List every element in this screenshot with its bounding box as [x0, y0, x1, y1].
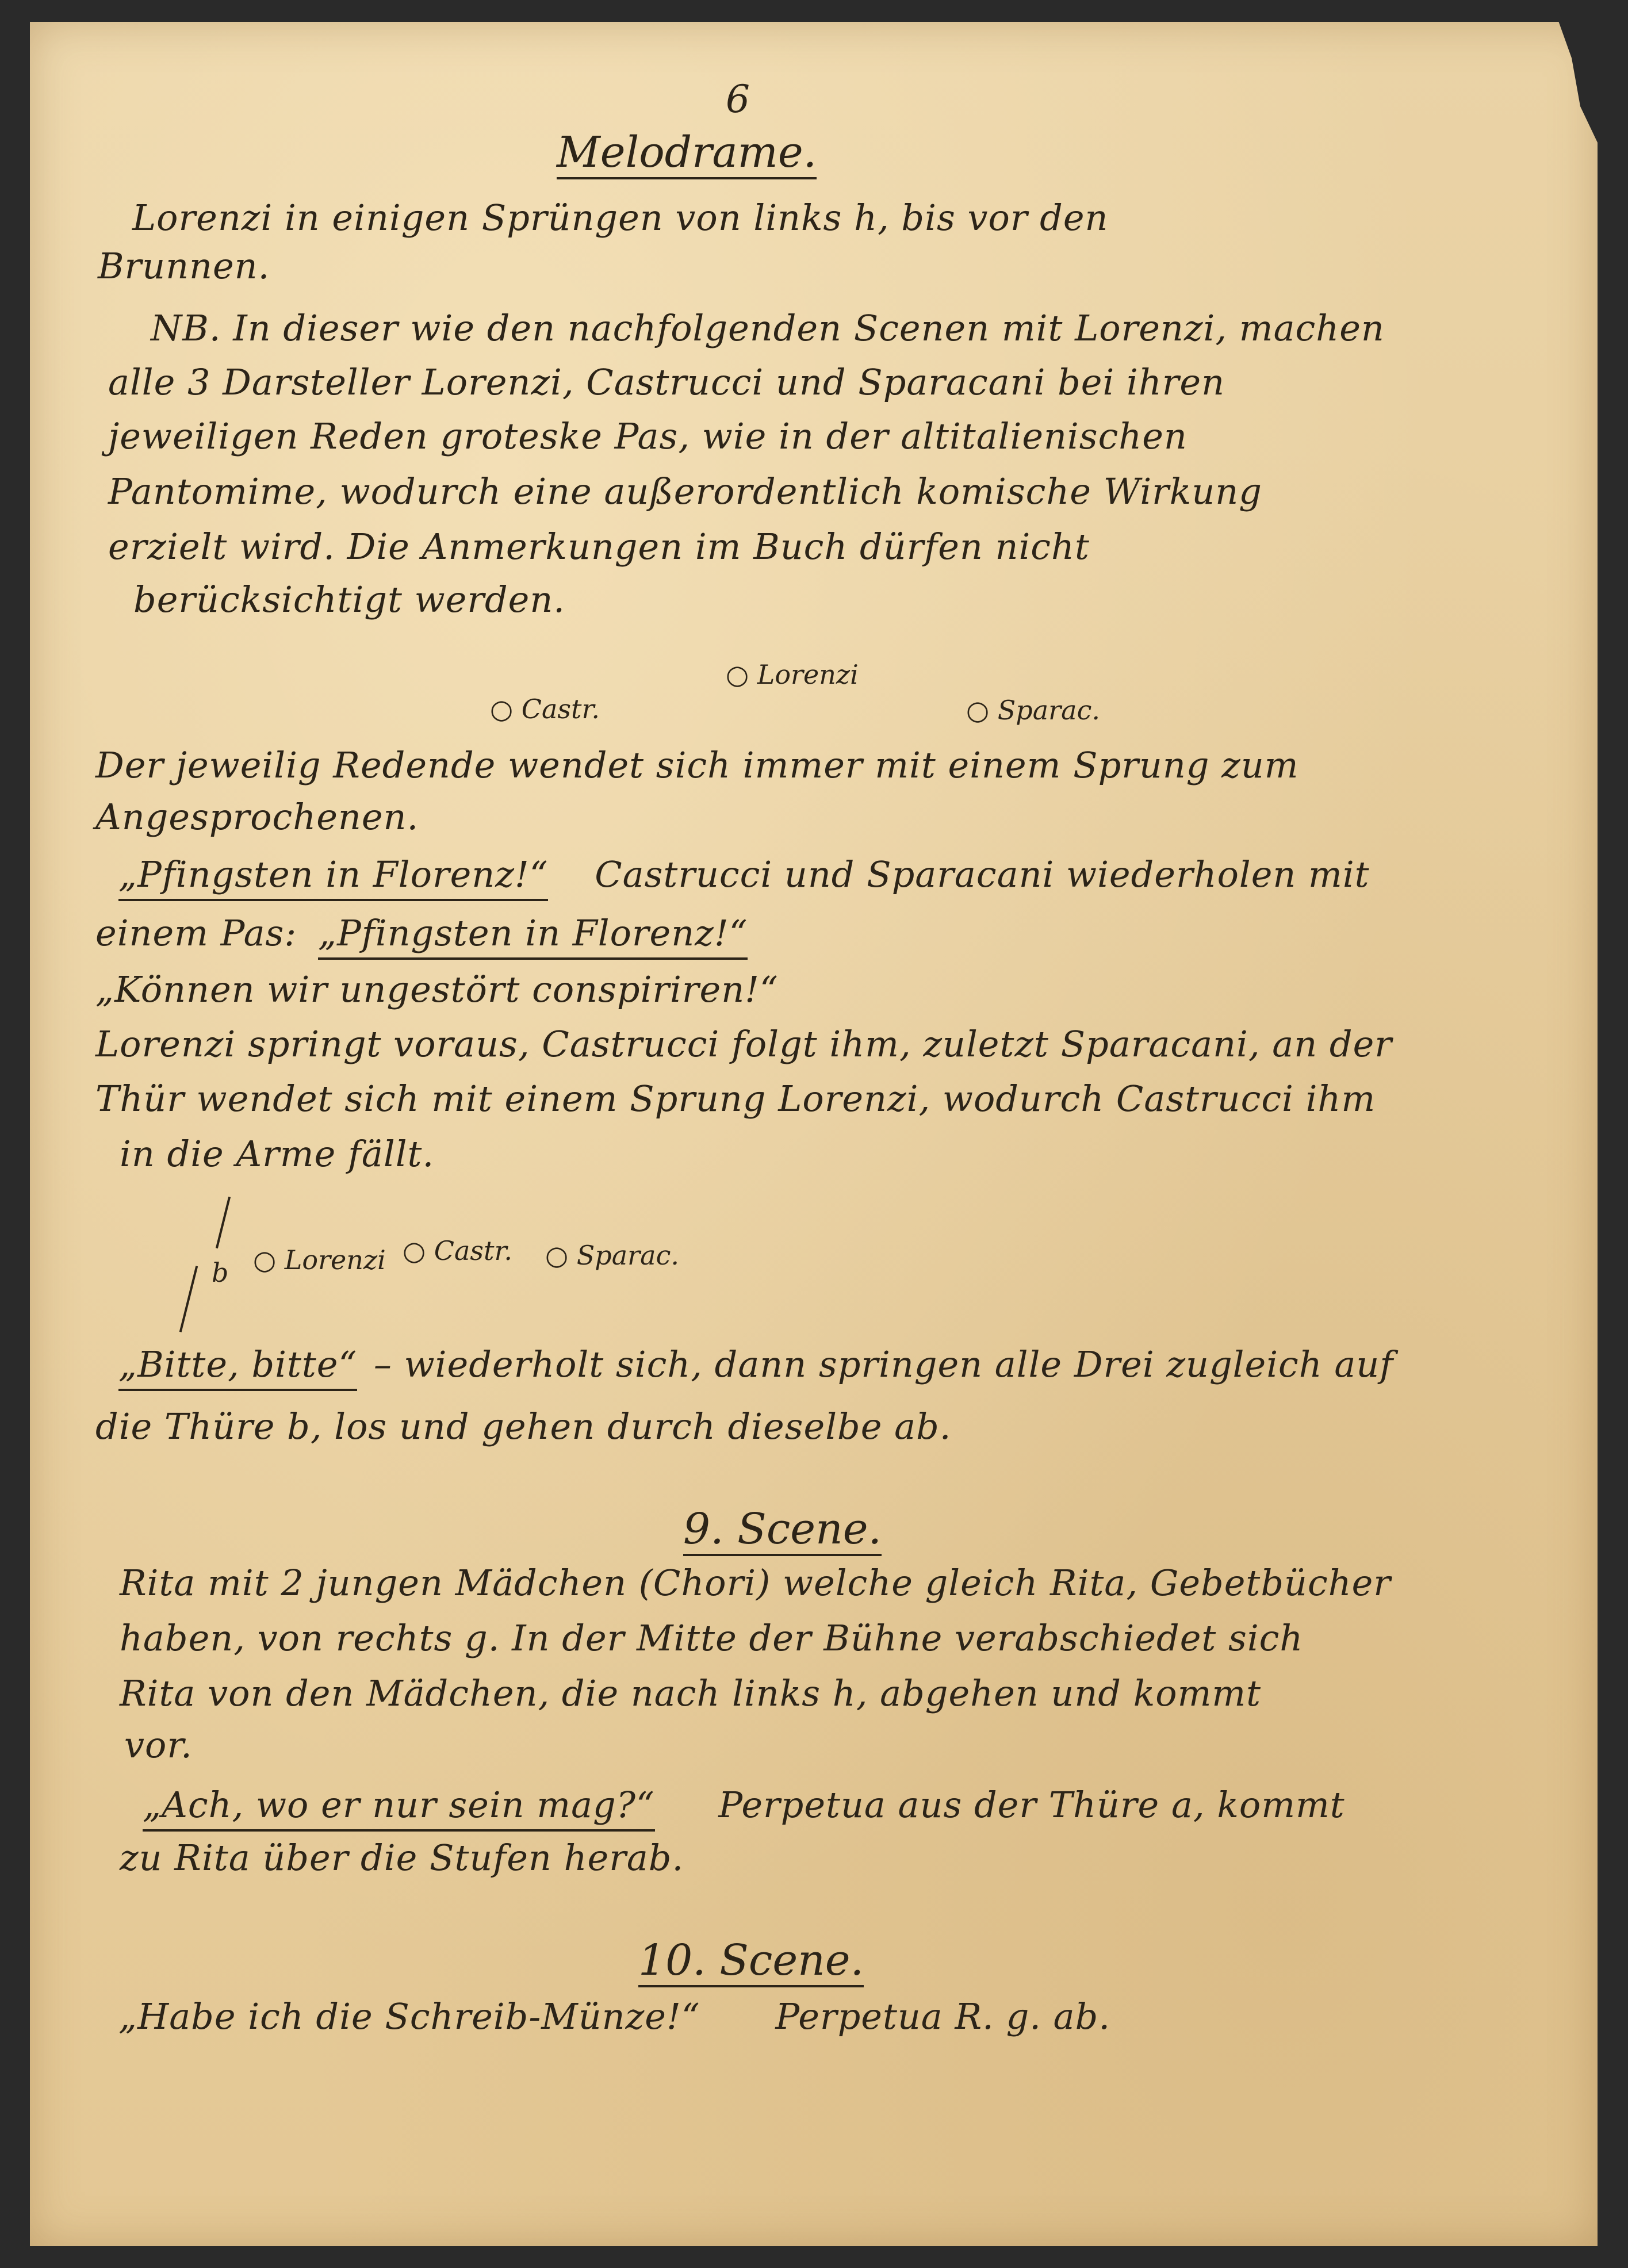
- para5-line1: Lorenzi springt voraus, Castrucci folgt ihm, zuletzt Sparacani, an der: [95, 1023, 1392, 1065]
- para6-line2: die Thüre b, los und gehen durch dieselbe ab.: [95, 1405, 952, 1447]
- page-number: 6: [726, 77, 750, 121]
- diagram2-castrucci: ○ Castr.: [403, 1235, 513, 1266]
- para7-line3: Rita von den Mädchen, die nach links h, abgehen und kommt: [120, 1672, 1262, 1714]
- para4-rest: Castrucci und Sparacani wiederholen mit: [595, 853, 1370, 895]
- quote-bitte: „Bitte, bitte“: [118, 1343, 357, 1391]
- para2-line1: NB. In dieser wie den nachfolgenden Scenen mit Lorenzi, machen: [151, 307, 1385, 349]
- para7-line4: vor.: [124, 1724, 193, 1766]
- para8-line2: zu Rita über die Stufen herab.: [120, 1837, 684, 1879]
- para4-line1: [118, 853, 1370, 895]
- para9-rest: Perpetua R. g. ab.: [775, 1995, 1111, 2037]
- para3-line2: Angesprochenen.: [95, 796, 419, 838]
- diagram1-sparacani: ○ Sparac.: [966, 695, 1100, 726]
- para6-rest: – wiederholt sich, dann springen alle Drei zugleich auf: [373, 1343, 1394, 1385]
- heading-scene-10: 10. Scene.: [638, 1939, 864, 1987]
- para5-line3: in die Arme fällt.: [120, 1133, 435, 1175]
- para9-line1: [118, 1995, 1111, 2037]
- diagram1-castrucci-label: Castr.: [521, 694, 600, 725]
- para7-line2: haben, von rechts g. In der Mitte der Bühne verabschiedet sich: [120, 1617, 1304, 1659]
- para1-line1: Lorenzi in einigen Sprüngen von links h, bis vor den: [132, 197, 1109, 239]
- torn-corner: [1511, 22, 1598, 143]
- diagram2-lorenzi: ○ Lorenzi: [253, 1244, 386, 1275]
- para2-line5: erzielt wird. Die Anmerkungen im Buch dürfen nicht: [108, 526, 1090, 568]
- para2-line4: Pantomime, wodurch eine außerordentlich komische Wirkung: [108, 470, 1262, 512]
- para7-line1: Rita mit 2 jungen Mädchen (Chori) welche gleich Rita, Gebetbücher: [120, 1562, 1391, 1604]
- para2-line3: jeweiligen Reden groteske Pas, wie in der altitalienischen: [108, 415, 1188, 457]
- diagram2-lorenzi-label: Lorenzi: [284, 1244, 386, 1275]
- diagram1-castrucci: ○ Castr.: [490, 694, 600, 725]
- para3-line1: Der jeweilig Redende wendet sich immer mit einem Sprung zum: [95, 744, 1299, 786]
- quote-pfingsten-2: „Pfingsten in Florenz!“: [318, 912, 748, 960]
- diagram2-sparacani-label: Sparac.: [576, 1240, 679, 1271]
- diagram1-lorenzi: ○ Lorenzi: [726, 659, 859, 690]
- diagram2-castrucci-label: Castr.: [434, 1235, 513, 1266]
- para8-line1: [143, 1784, 1345, 1826]
- para5-line2: Thür wendet sich mit einem Sprung Lorenzi, wodurch Castrucci ihm: [95, 1078, 1376, 1120]
- para8-rest: Perpetua aus der Thüre a, kommt: [718, 1784, 1345, 1826]
- heading-scene-9: 9. Scene.: [683, 1508, 882, 1556]
- diagram1-sparacani-label: Sparac.: [997, 695, 1100, 726]
- diagram1-lorenzi-label: Lorenzi: [757, 659, 859, 690]
- para2-line2: alle 3 Darsteller Lorenzi, Castrucci und Sparacani bei ihren: [108, 361, 1225, 403]
- quote-ach: „Ach, wo er nur sein mag?“: [143, 1784, 655, 1832]
- para4-prefix: einem Pas:: [95, 912, 297, 954]
- quote-schreib-muenze: „Habe ich die Schreib-Münze!“: [118, 1995, 700, 2037]
- diagram2-door-label: b: [212, 1257, 229, 1288]
- para1-line2: Brunnen.: [98, 245, 270, 287]
- quote-pfingsten-1: „Pfingsten in Florenz!“: [118, 853, 548, 901]
- para6-line1: [118, 1343, 1394, 1385]
- diagram2-sparacani: ○ Sparac.: [545, 1240, 679, 1271]
- quote-conspiriren: „Können wir ungestört conspiriren!“: [95, 968, 779, 1010]
- para2-line6: berücksichtigt werden.: [133, 579, 566, 620]
- para4-line2: [95, 912, 748, 954]
- heading-melodrame: Melodrame.: [557, 131, 817, 179]
